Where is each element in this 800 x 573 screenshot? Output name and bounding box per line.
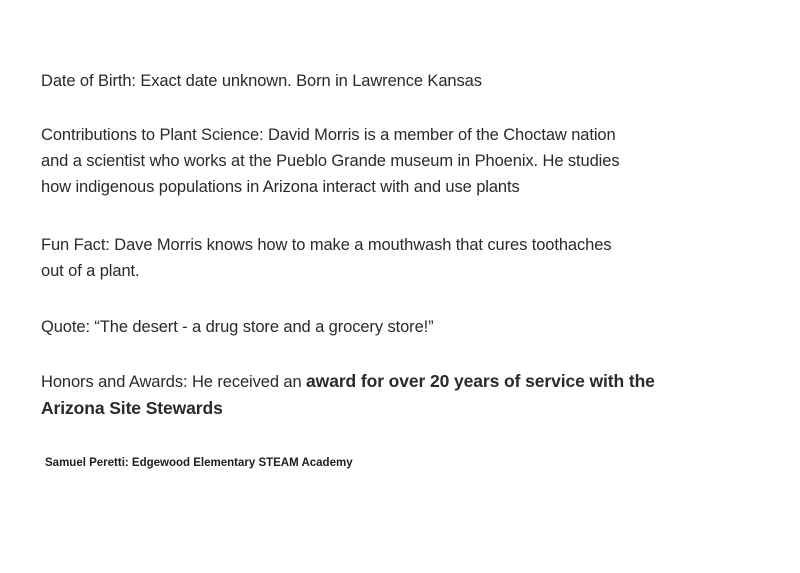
contributions-line-3: how indigenous populations in Arizona interact with and use plants (41, 178, 520, 196)
contributions-line-2: and a scientist who works at the Pueblo Grande museum in Phoenix. He studies (41, 152, 620, 170)
quote-paragraph (41, 314, 781, 340)
honors-paragraph (41, 368, 781, 421)
quote-text: Quote: “The desert - a drug store and a grocery store!” (41, 318, 434, 336)
date-of-birth-paragraph (41, 68, 781, 94)
honors-prefix: Honors and Awards: He received an (41, 373, 307, 391)
contributions-line-1: Contributions to Plant Science: David Morris is a member of the Choctaw nation (41, 126, 616, 144)
author-credit: Samuel Peretti: Edgewood Elementary STEAM Academy (45, 457, 353, 469)
honors-emphasis-1: award for over 20 years of service with the (306, 371, 655, 391)
contributions-paragraph (41, 122, 781, 200)
fun-fact-paragraph (41, 232, 781, 284)
date-of-birth-text: Date of Birth: Exact date unknown. Born in Lawrence Kansas (41, 72, 482, 90)
fun-fact-line-2: out of a plant. (41, 262, 140, 280)
fun-fact-line-1: Fun Fact: Dave Morris knows how to make a mouthwash that cures toothaches (41, 236, 612, 254)
honors-emphasis-2: Arizona Site Stewards (41, 398, 223, 418)
honors-line-1 (41, 368, 781, 395)
